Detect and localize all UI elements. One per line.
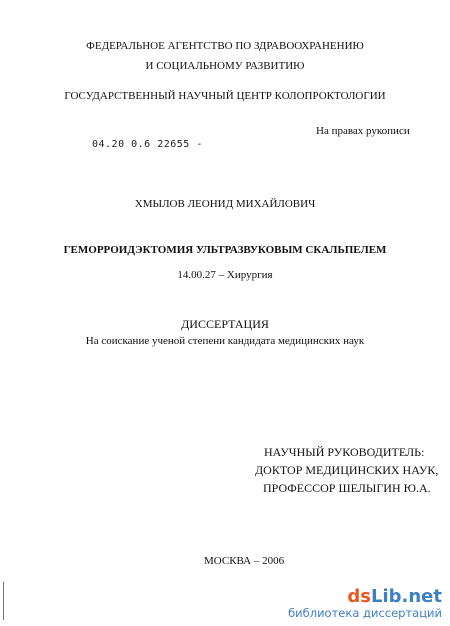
dslib-watermark: [288, 588, 442, 620]
degree-statement: На соискание ученой степени кандидата медицинских наук: [85, 335, 365, 347]
dslib-logo-suffix: Lib.net: [371, 586, 442, 608]
document-type: ДИССЕРТАЦИЯ: [181, 317, 269, 331]
city-year: МОСКВА – 2006: [204, 555, 285, 567]
library-stamp-number: 04.20 0.6 22655 -: [92, 139, 203, 150]
manuscript-rights-note: На правах рукописи: [316, 125, 410, 137]
research-center-name: ГОСУДАРСТВЕННЫЙ НАУЧНЫЙ ЦЕНТР КОЛОПРОКТОЛОГИИ: [64, 90, 386, 102]
supervisor-heading: НАУЧНЫЙ РУКОВОДИТЕЛЬ:: [264, 445, 425, 459]
organization-line-1: ФЕДЕРАЛЬНОЕ АГЕНТСТВО ПО ЗДРАВООХРАНЕНИЮ: [86, 40, 364, 52]
speciality-code: 14.00.27 – Хирургия: [177, 269, 273, 281]
scan-edge-mark: [3, 582, 4, 620]
organization-line-2: И СОЦИАЛЬНОМУ РАЗВИТИЮ: [145, 60, 305, 72]
dslib-logo: [288, 588, 442, 607]
author-name: ХМЫЛОВ ЛЕОНИД МИХАЙЛОВИЧ: [134, 198, 316, 210]
supervisor-degree: ДОКТОР МЕДИЦИНСКИХ НАУК,: [255, 463, 439, 477]
supervisor-name: ПРОФЕССОР ШЕЛЫГИН Ю.А.: [263, 481, 431, 495]
dissertation-title: ГЕМОРРОИДЭКТОМИЯ УЛЬТРАЗВУКОВЫМ СКАЛЬПЕЛЕМ: [63, 244, 387, 256]
dslib-tagline: библиотека диссертаций: [288, 606, 442, 621]
dslib-logo-prefix: ds: [347, 586, 371, 608]
